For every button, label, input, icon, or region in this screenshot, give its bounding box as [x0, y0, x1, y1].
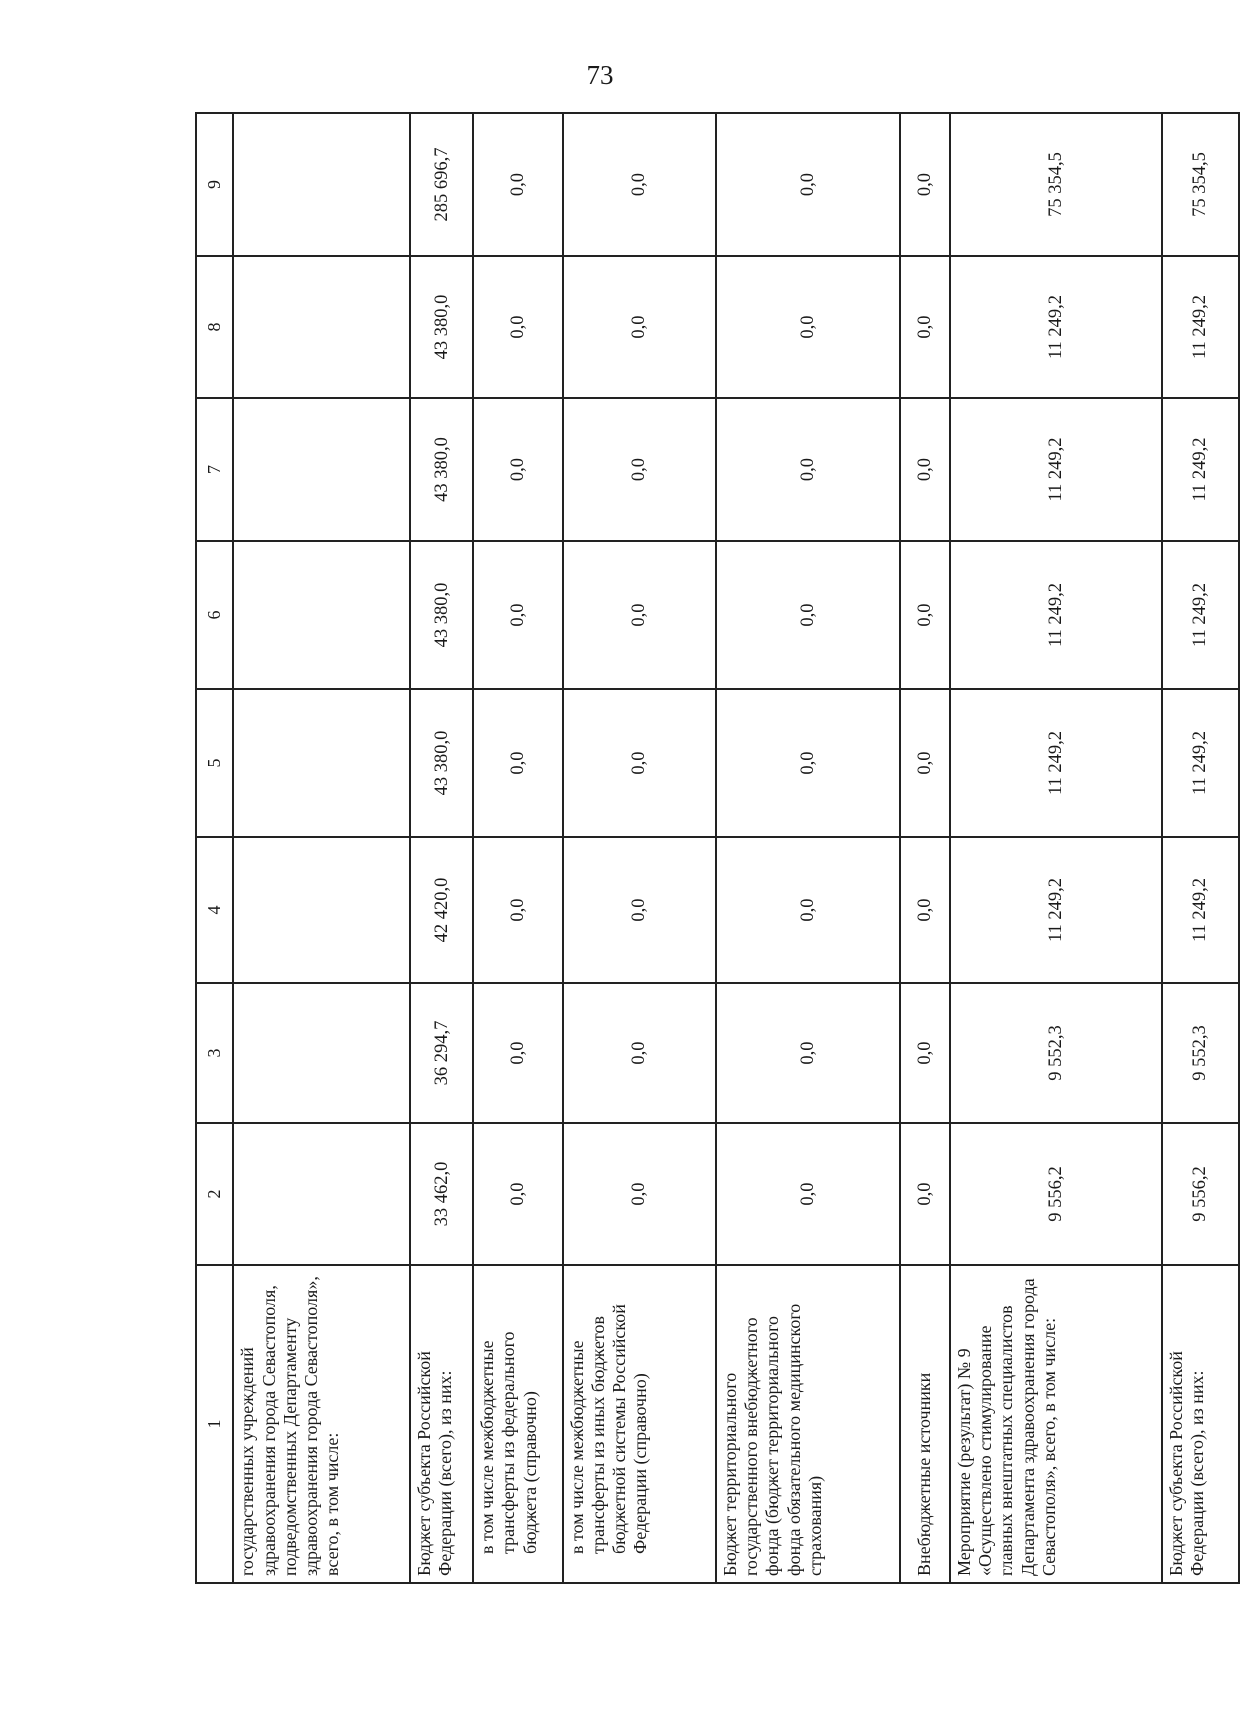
value-cell: 0,0: [473, 113, 563, 256]
value-cell: 0,0: [716, 398, 900, 541]
header-cell: 1: [196, 1265, 233, 1583]
value-cell: [233, 1123, 410, 1265]
value-cell: 0,0: [473, 983, 563, 1123]
header-cell: 5: [196, 689, 233, 837]
header-cell: 9: [196, 113, 233, 256]
value-cell: 33 462,0: [410, 1123, 473, 1265]
value-cell: 0,0: [716, 1123, 900, 1265]
value-cell: 0,0: [900, 113, 950, 256]
value-cell: 0,0: [900, 1123, 950, 1265]
value-cell: [233, 689, 410, 837]
value-cell: 0,0: [900, 689, 950, 837]
value-cell: 0,0: [563, 983, 716, 1123]
value-cell: 11 249,2: [1162, 837, 1239, 983]
header-cell: 8: [196, 256, 233, 398]
value-cell: [233, 113, 410, 256]
value-cell: 0,0: [473, 689, 563, 837]
value-cell: 9 556,2: [950, 1123, 1162, 1265]
value-cell: 0,0: [900, 398, 950, 541]
value-cell: 11 249,2: [950, 689, 1162, 837]
value-cell: 285 696,7: [410, 113, 473, 256]
value-cell: 11 249,2: [950, 398, 1162, 541]
row-label: государственных учреждений здравоохранения города Севастополя, подведомственных Департаменту здравоохранения города Севастополя», всего, в том числе:: [233, 1265, 410, 1583]
value-cell: 11 249,2: [1162, 541, 1239, 689]
value-cell: 43 380,0: [410, 541, 473, 689]
budget-table: [195, 112, 1240, 1584]
value-cell: [233, 398, 410, 541]
header-cell: 4: [196, 837, 233, 983]
table-row: [410, 113, 473, 1583]
value-cell: [233, 837, 410, 983]
value-cell: 0,0: [563, 541, 716, 689]
value-cell: 42 420,0: [410, 837, 473, 983]
row-label: Мероприятие (результат) № 9 «Осуществлено стимулирование главных внештатных специалистов Департамента здравоохранения города Севастополя», всего, в том числе:: [950, 1265, 1162, 1583]
value-cell: 11 249,2: [950, 541, 1162, 689]
value-cell: 0,0: [563, 689, 716, 837]
value-cell: 0,0: [900, 837, 950, 983]
value-cell: 75 354,5: [950, 113, 1162, 256]
value-cell: 36 294,7: [410, 983, 473, 1123]
row-label: Внебюджетные источники: [900, 1265, 950, 1583]
value-cell: 0,0: [900, 983, 950, 1123]
value-cell: 43 380,0: [410, 398, 473, 541]
header-cell: 3: [196, 983, 233, 1123]
table-row: [716, 113, 900, 1583]
value-cell: 11 249,2: [1162, 256, 1239, 398]
value-cell: 11 249,2: [1162, 398, 1239, 541]
header-row: [196, 113, 233, 1583]
value-cell: 43 380,0: [410, 256, 473, 398]
row-label: в том числе межбюджетные трансферты из федерального бюджета (справочно): [473, 1265, 563, 1583]
table-row: [233, 113, 410, 1583]
value-cell: 0,0: [563, 398, 716, 541]
value-cell: 0,0: [900, 541, 950, 689]
table-row: [473, 113, 563, 1583]
header-cell: 6: [196, 541, 233, 689]
value-cell: 0,0: [716, 113, 900, 256]
value-cell: 9 552,3: [1162, 983, 1239, 1123]
table-row: [900, 113, 950, 1583]
value-cell: 0,0: [563, 1123, 716, 1265]
value-cell: 11 249,2: [950, 256, 1162, 398]
value-cell: 0,0: [473, 256, 563, 398]
value-cell: 0,0: [473, 837, 563, 983]
value-cell: 0,0: [716, 256, 900, 398]
value-cell: 11 249,2: [950, 837, 1162, 983]
row-label: в том числе межбюджетные трансферты из иных бюджетов бюджетной системы Российской Федерации (справочно): [563, 1265, 716, 1583]
value-cell: 0,0: [716, 983, 900, 1123]
table-row: [1162, 113, 1239, 1583]
value-cell: 0,0: [563, 837, 716, 983]
budget-table-rotated: [195, 114, 1240, 1584]
value-cell: 0,0: [716, 837, 900, 983]
table-row: [563, 113, 716, 1583]
header-cell: 2: [196, 1123, 233, 1265]
value-cell: 0,0: [900, 256, 950, 398]
value-cell: 11 249,2: [1162, 689, 1239, 837]
value-cell: 9 552,3: [950, 983, 1162, 1123]
value-cell: 43 380,0: [410, 689, 473, 837]
value-cell: 0,0: [473, 541, 563, 689]
page-number: 73: [586, 60, 614, 90]
value-cell: [233, 256, 410, 398]
row-label: Бюджет территориального государственного внебюджетного фонда (бюджет территориального фонда обязательного медицинского страхования): [716, 1265, 900, 1583]
value-cell: 0,0: [473, 398, 563, 541]
value-cell: 0,0: [716, 689, 900, 837]
row-label: Бюджет субъекта Российской Федерации (всего), из них:: [410, 1265, 473, 1583]
value-cell: 0,0: [563, 113, 716, 256]
value-cell: 0,0: [473, 1123, 563, 1265]
value-cell: 75 354,5: [1162, 113, 1239, 256]
value-cell: [233, 541, 410, 689]
value-cell: [233, 983, 410, 1123]
value-cell: 9 556,2: [1162, 1123, 1239, 1265]
header-cell: 7: [196, 398, 233, 541]
table-row: [950, 113, 1162, 1583]
row-label: Бюджет субъекта Российской Федерации (всего), из них:: [1162, 1265, 1239, 1583]
value-cell: 0,0: [716, 541, 900, 689]
value-cell: 0,0: [563, 256, 716, 398]
